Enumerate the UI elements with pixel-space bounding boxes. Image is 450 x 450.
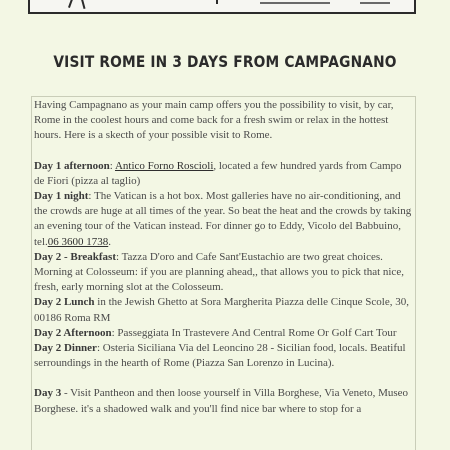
day3-label: Day 3 <box>34 387 62 400</box>
day2-lunch-label: Day 2 Lunch <box>34 296 95 309</box>
day2-breakfast-text: : Tazza D'oro and Cafe Sant'Eustachio are two great choices. Morning at Colosseum: if you are planning ahead,, that allows you to pick that nice, fresh, early morning slot at the Colosseum. <box>34 250 404 294</box>
day2-dinner-label: Day 2 Dinner <box>34 342 97 355</box>
day1-afternoon-separator: : <box>109 159 115 172</box>
day3-text: - Visit Pantheon and then loose yourself in Villa Borghese, Via Veneto, Museo Borghese. it's a shadowed walk and you'll find nice bar where to stop for a <box>34 387 409 415</box>
intro-paragraph: Having Campagnano as your main camp offers you the possibility to visit, by car, Rome in the coolest hours and come back for a fresh swim or relax in the hottest hours. Here is a skecth of your possible visit to Rome. <box>34 99 394 142</box>
day2-lunch-text: in the Jewish Ghetto at Sora Margherita Piazza delle Cinque Scole, 30, 00186 Roma RM <box>34 296 409 324</box>
day1-night-text: : The Vatican is a hot box. Most galleries have no air-conditioning, and the crowds are huge at all times of the year. So beat the heat and the crowds by taking an evening tour of the Vatican instead. For dinner go to Eddy, Vicolo del Babbuino, tel. <box>34 190 412 248</box>
day1-afternoon-paragraph <box>34 159 413 189</box>
antico-forno-roscioli-link[interactable]: Antico Forno Roscioli <box>114 159 214 172</box>
day2-afternoon-text: : Passeggiata In Trastevere And Central Rome Or Golf Cart Tour <box>111 326 397 339</box>
day2-afternoon-label: Day 2 Afternoon <box>34 326 112 339</box>
page-title: VISIT ROME IN 3 DAYS FROM CAMPAGNANO <box>53 52 397 71</box>
day1-night-paragraph <box>34 189 413 250</box>
paragraph-gap <box>34 144 413 159</box>
day2-breakfast-label: Day 2 - Breakfast <box>34 250 116 263</box>
day1-night-label: Day 1 night <box>34 190 89 203</box>
phone-link[interactable]: 06 3600 1738 <box>47 235 109 248</box>
day2-breakfast-paragraph <box>34 250 413 296</box>
day3-paragraph <box>34 386 413 416</box>
content-box <box>31 96 416 450</box>
day2-dinner-text: : Osteria Siciliana Via del Leoncino 28 - Sicilian food, locals. Beatiful serroundings in the hearth of Rome (Piazza San Lorenzo in Lucina). <box>34 342 406 370</box>
day2-afternoon-paragraph <box>34 326 413 341</box>
day1-afternoon-label: Day 1 afternoon <box>34 159 110 172</box>
header-logo-image <box>28 0 416 14</box>
paragraph-gap <box>34 371 413 386</box>
day2-lunch-paragraph <box>34 295 413 325</box>
day2-dinner-paragraph <box>34 341 413 371</box>
day1-afternoon-text: , located a few hundred yards from Campo de Fiori (pizza al taglio) <box>34 159 402 187</box>
day1-night-text-end: . <box>108 235 111 248</box>
